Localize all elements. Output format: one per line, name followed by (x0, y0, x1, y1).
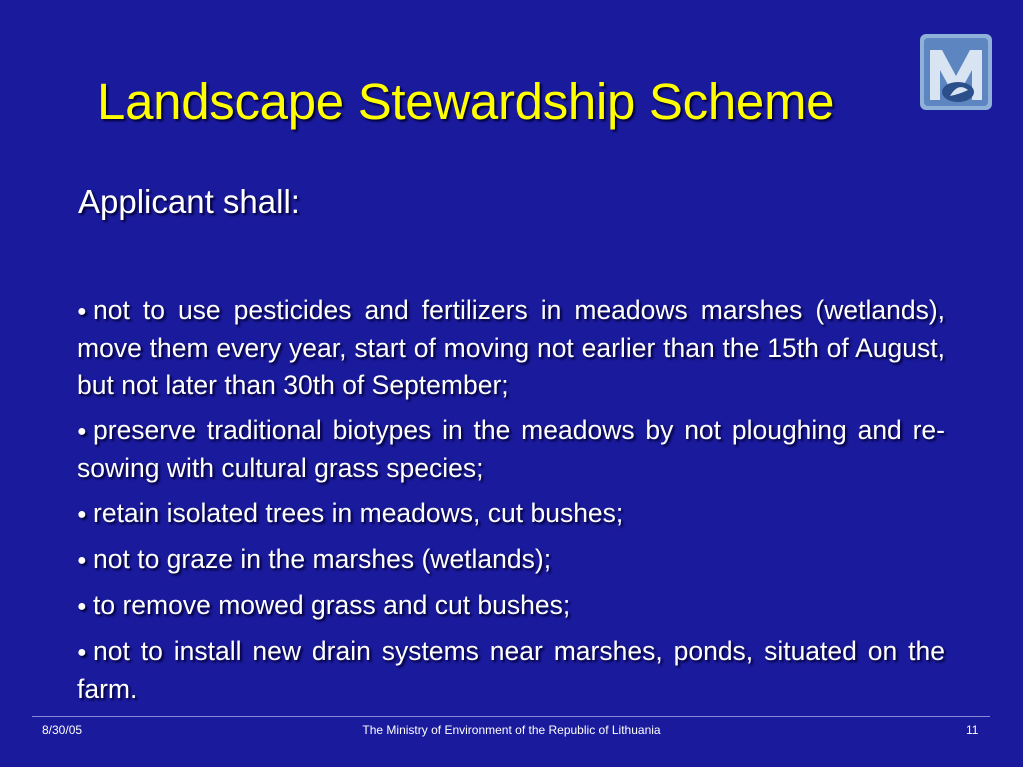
footer-date: 8/30/05 (42, 723, 83, 737)
footer-page-number: 11 (966, 723, 979, 737)
slide-title: Landscape Stewardship Scheme (97, 73, 835, 130)
bullet-dot-icon: ● (77, 303, 87, 320)
footer-divider (32, 716, 990, 717)
bullet-text: retain isolated trees in meadows, cut bushes; (93, 498, 624, 528)
bullet-item (77, 587, 945, 625)
ministry-logo-icon (920, 34, 992, 110)
bullet-text: to remove mowed grass and cut bushes; (93, 590, 571, 620)
bullet-text: not to install new drain systems near marshes, ponds, situated on the farm. (77, 636, 945, 704)
bullet-text: not to use pesticides and fertilizers in meadows marshes (wetlands), move them every year, start of moving not earlier than the 15th of August, but not later than 30th of September; (77, 295, 945, 400)
footer-organization: The Ministry of Environment of the Republic of Lithuania (362, 723, 661, 737)
bullet-text: preserve traditional biotypes in the meadows by not ploughing and re-sowing with cultural grass species; (77, 415, 945, 483)
bullet-item (77, 495, 945, 533)
bullet-dot-icon: ● (77, 423, 87, 440)
bullet-dot-icon: ● (77, 506, 87, 523)
bullet-list (77, 292, 945, 716)
bullet-item (77, 292, 945, 404)
bullet-item (77, 541, 945, 579)
bullet-dot-icon: ● (77, 552, 87, 569)
bullet-dot-icon: ● (77, 598, 87, 615)
bullet-text: not to graze in the marshes (wetlands); (93, 544, 552, 574)
bullet-dot-icon: ● (77, 644, 87, 661)
bullet-item (77, 633, 945, 708)
slide-subtitle: Applicant shall: (78, 183, 300, 220)
bullet-item (77, 412, 945, 487)
